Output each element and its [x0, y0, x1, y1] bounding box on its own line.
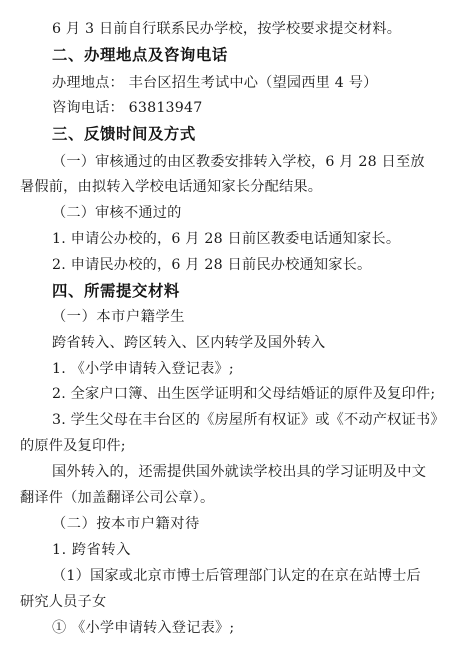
- item-private-school: 2. 申请民办校的，6 月 28 日前民办校通知家长。: [52, 257, 372, 273]
- subheading-not-approved: （二）审核不通过的: [52, 205, 182, 221]
- material-item-3-line2: 的原件及复印件;: [20, 438, 126, 454]
- heading-location-phone: 二、办理地点及咨询电话: [52, 46, 228, 64]
- item-public-school: 1. 申请公办校的，6 月 28 日前区教委电话通知家长。: [52, 231, 401, 247]
- subheading-treated-as-local: （二）按本市户籍对待: [52, 516, 200, 532]
- material-item-3-line1: 3. 学生父母在丰台区的《房屋所有权证》或《不动产权证书》: [52, 412, 445, 428]
- heading-feedback: 三、反馈时间及方式: [52, 125, 196, 143]
- para-approved-line1: （一）审核通过的由区教委安排转入学校，6 月 28 日至放: [52, 154, 425, 170]
- heading-materials: 四、所需提交材料: [52, 282, 180, 300]
- item-postdoc-line1: （1）国家或北京市博士后管理部门认定的在京在站博士后: [52, 568, 421, 584]
- subheading-cross-province: 1. 跨省转入: [52, 542, 131, 558]
- para-approved-line2: 暑假前，由拟转入学校电话通知家长分配结果。: [20, 179, 323, 195]
- transfer-types: 跨省转入、跨区转入、区内转学及国外转入: [52, 335, 326, 351]
- item-postdoc-line2: 研究人员子女: [20, 594, 107, 610]
- consult-phone: 咨询电话： 63813947: [52, 100, 203, 116]
- para-deadline-private-school: 6 月 3 日前自行联系民办学校，按学校要求提交材料。: [52, 21, 402, 37]
- office-address: 办理地点： 丰台区招生考试中心（望园西里 4 号）: [52, 75, 378, 91]
- postdoc-material-1: ① 《小学申请转入登记表》;: [52, 620, 235, 636]
- para-abroad-line2: 翻译件（加盖翻译公司公章）。: [20, 490, 215, 506]
- para-abroad-line1: 国外转入的，还需提供国外就读学校出具的学习证明及中文: [52, 464, 427, 480]
- material-item-1: 1. 《小学申请转入登记表》;: [52, 361, 234, 377]
- subheading-local-hukou: （一）本市户籍学生: [52, 309, 186, 325]
- material-item-2: 2. 全家户口簿、出生医学证明和父母结婚证的原件及复印件;: [52, 386, 436, 402]
